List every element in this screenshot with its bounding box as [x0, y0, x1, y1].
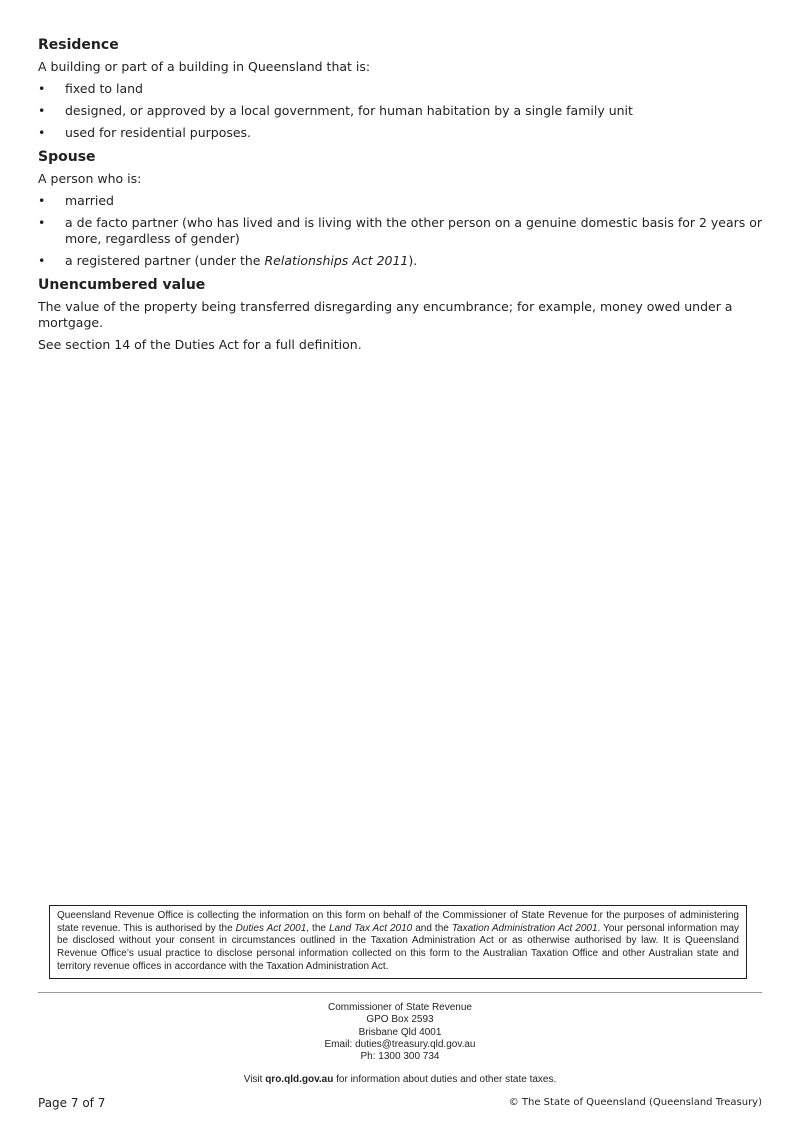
spouse-list — [38, 193, 764, 269]
unencumbered-heading: Unencumbered value — [38, 277, 206, 293]
list-item: • fixed to land — [38, 81, 143, 96]
list-item: • a de facto partner (who has lived and is living with the other person on a genuine domestic basis for 2 years or more, regardless of gender) — [38, 215, 763, 246]
privacy-notice: Queensland Revenue Office is collecting the information on this form on behalf of the Commissioner of State Revenue for the purposes of administering state revenue. This is authorised by the Duties Act 2001, the Land Tax Act 2010 and the Taxation Administration Act 2001. Your personal information may be disclosed without your consent in circumstances outlined in the Taxation Administration Act or as otherwise authorised by law. It is Queensland Revenue Office’s usual practice to disclose personal information collected on this form to the Australian Taxation Office and other Australian state and territory revenue offices in accordance with the Taxation Administration Act. — [49, 905, 747, 979]
contact-po-box: GPO Box 2593 — [366, 1014, 434, 1026]
bullet-icon: • — [38, 193, 46, 208]
copyright-notice: © The State of Queensland (Queensland Treasury) — [508, 1097, 762, 1108]
page-number: Page 7 of 7 — [38, 1096, 106, 1110]
visit-line: Visit qro.qld.gov.au for information about duties and other state taxes. — [243, 1074, 557, 1085]
spouse-section — [38, 148, 764, 269]
list-item: • married — [38, 193, 114, 208]
residence-section — [38, 36, 764, 141]
unencumbered-reference: See section 14 of the Duties Act for a full definition. — [38, 337, 362, 352]
contact-email: Email: duties@treasury.qld.gov.au — [324, 1038, 476, 1050]
act-name: Relationships Act 2011 — [264, 253, 409, 268]
contact-name: Commissioner of State Revenue — [328, 1002, 472, 1013]
website-link[interactable]: qro.qld.gov.au — [265, 1074, 334, 1085]
residence-intro: A building or part of a building in Queensland that is: — [38, 59, 371, 74]
bullet-icon: • — [38, 125, 46, 140]
bullet-icon: • — [38, 81, 46, 96]
contact-city: Brisbane Qld 4001 — [358, 1026, 442, 1038]
list-item: • designed, or approved by a local government, for human habitation by a single family unit — [38, 103, 633, 118]
spouse-intro: A person who is: — [38, 171, 142, 186]
spouse-heading: Spouse — [38, 149, 96, 165]
unencumbered-definition: The value of the property being transferred disregarding any encumbrance; for example, money owed under a mortgage. — [38, 299, 733, 330]
bullet-icon: • — [38, 103, 46, 118]
unencumbered-section — [38, 276, 764, 353]
footer-divider — [38, 992, 762, 993]
contact-block — [0, 1002, 800, 1063]
contact-phone: Ph: 1300 300 734 — [360, 1051, 440, 1063]
residence-list — [38, 81, 764, 141]
bullet-icon: • — [38, 215, 46, 230]
bullet-icon: • — [38, 253, 46, 268]
list-item: • a registered partner (under the Relationships Act 2011). — [38, 253, 418, 268]
list-item: • used for residential purposes. — [38, 125, 252, 140]
residence-heading: Residence — [38, 37, 119, 53]
definitions-content — [38, 36, 764, 359]
